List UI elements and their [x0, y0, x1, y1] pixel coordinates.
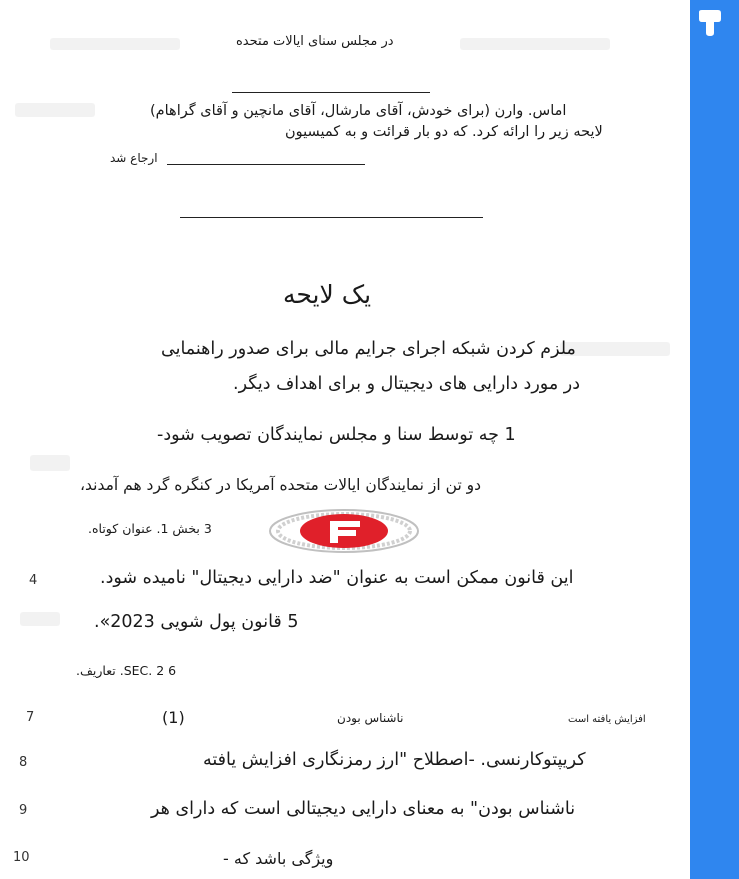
line-1: 1 چه توسط سنا و مجلس نمایندگان تصویب شود-: [157, 425, 516, 445]
ghost-text: [30, 455, 70, 471]
ghost-text: [460, 38, 610, 50]
line-6: 6 SEC. 2. تعاریف.: [76, 663, 177, 678]
line-7-enhanced: افزایش یافته است: [568, 714, 646, 725]
ghost-text: [560, 342, 670, 356]
ghost-text: [20, 612, 60, 626]
line-number-10: 10: [13, 850, 30, 865]
sponsors-line: اماس. وارن (برای خودش، آقای مارشال، آقای مانچین و آقای گراهام): [150, 103, 567, 119]
divider-line: [180, 217, 483, 218]
line-7-anonymity: ناشناس بودن: [337, 711, 404, 725]
line-4: این قانون ممکن است به عنوان "ضد دارایی دیجیتال" نامیده شود.: [100, 568, 574, 588]
line-5: 5 قانون پول شویی 2023».: [94, 612, 299, 632]
line-8: کریپتوکارنسی. -اصطلاح "ارز رمزنگاری افزایش یافته: [203, 750, 586, 770]
bill-purpose-line-2: در مورد دارایی های دیجیتال و برای اهداف دیگر.: [233, 374, 581, 394]
line-number-9: 9: [19, 803, 28, 818]
line-10: ویژگی باشد که -: [223, 849, 334, 868]
line-number-4: 4: [29, 573, 38, 588]
line-9: ناشناس بودن" به معنای دارایی دیجیتالی است که دارای هر: [151, 799, 576, 819]
line-2: دو تن از نمایندگان ایالات متحده آمریکا در کنگره گرد هم آمدند،: [80, 476, 482, 494]
line-number-7: 7: [26, 710, 35, 725]
ghost-text: [15, 103, 95, 117]
watermark-stamp-icon: [268, 509, 420, 553]
line-number-8: 8: [19, 755, 28, 770]
referred-label: ارجاع شد: [110, 151, 158, 165]
referral-blank-line: [167, 164, 365, 165]
bill-purpose-line-1: ملزم کردن شبکه اجرای جرایم مالی برای صدور راهنمایی: [161, 339, 576, 359]
line-3: 3 بخش 1. عنوان کوتاه.: [88, 521, 212, 536]
divider-line: [232, 92, 430, 93]
ghost-text: [50, 38, 180, 50]
app-sidebar: [690, 0, 739, 879]
bill-title: یک لایحه: [283, 280, 372, 309]
senate-line: در مجلس سنای ایالات متحده: [236, 34, 394, 49]
line-7-paren: (1): [162, 708, 185, 727]
app-logo-icon[interactable]: [697, 9, 723, 37]
intro-line: لایحه زیر را ارائه کرد. که دو بار قرائت و به کمیسیون: [285, 124, 603, 140]
